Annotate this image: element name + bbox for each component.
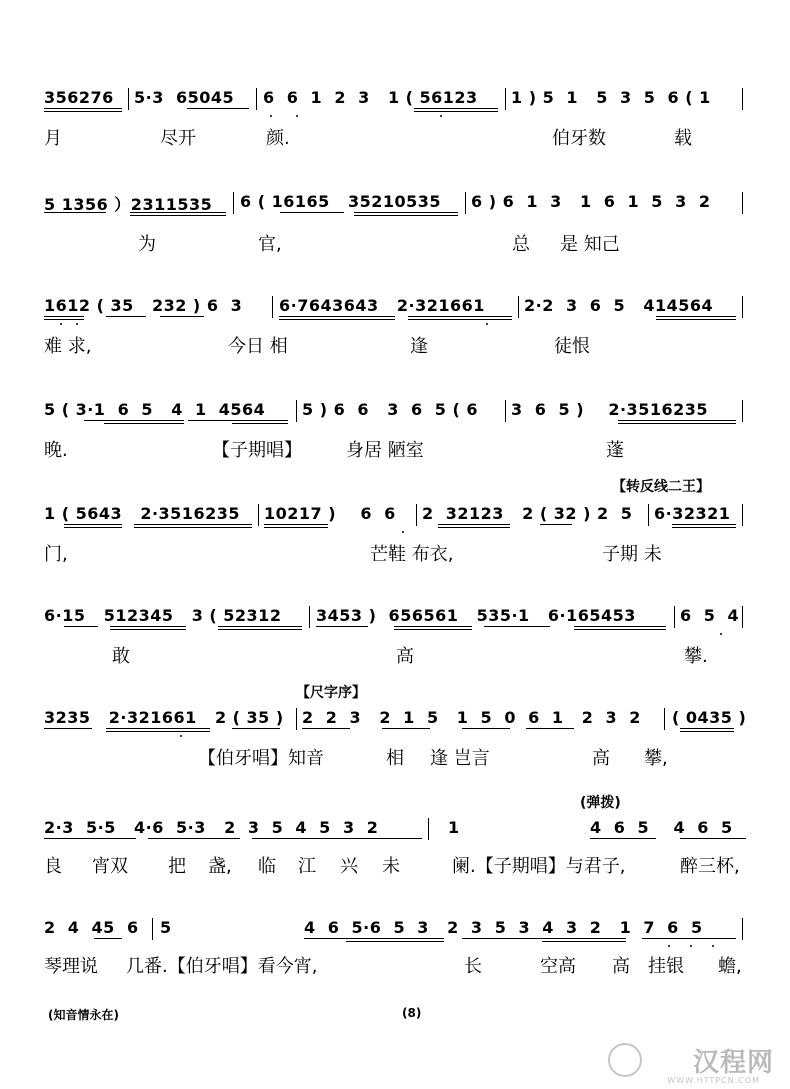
- notes-measure-2: 5 ) 6 6 3 6 5 ( 6: [302, 400, 478, 419]
- footer-title: (知音情永在): [48, 1008, 119, 1022]
- beam-line: [279, 316, 395, 317]
- barline: [505, 88, 506, 110]
- notes-measure-1: 5 1356 ）2311535: [44, 195, 213, 214]
- beam-line: [44, 212, 106, 213]
- beam-line: [484, 626, 550, 627]
- beam-line: [104, 423, 184, 424]
- beam-line: [382, 728, 430, 729]
- section-marker: (弹拨): [580, 795, 621, 811]
- barline: [233, 192, 234, 214]
- barline: [664, 708, 665, 730]
- notes-measure-1: 6·15 512345 3 ( 52312: [44, 606, 282, 625]
- notes-measure-2: 2 2 3 2 1 5 1 5 0 6 1 2 3 2: [302, 708, 641, 727]
- lyric: 空高: [540, 956, 576, 977]
- notes-measure-4: 1 ) 5 1 5 3 5 6 ( 1: [511, 88, 711, 107]
- octave-dot: [402, 531, 404, 533]
- barline: [256, 88, 257, 110]
- beam-line: [44, 108, 122, 109]
- beam-line: [304, 938, 444, 939]
- lyric: 把: [168, 856, 186, 877]
- barline: [258, 504, 259, 526]
- octave-dot: [60, 323, 62, 325]
- notes-measure-1: 3235 2·321661 2 ( 35 ): [44, 708, 284, 727]
- page-number: (8): [402, 1006, 422, 1020]
- beam-line: [44, 838, 136, 839]
- beam-line: [130, 215, 226, 216]
- lyric: 是 知己: [560, 234, 620, 255]
- lyric: 总: [512, 234, 530, 255]
- notes-measure-3: 4 6 5 4 6 5: [590, 818, 733, 837]
- beam-line: [232, 728, 280, 729]
- lyric: 临: [258, 856, 276, 877]
- beam-line: [134, 524, 252, 525]
- notes-measure-1: 356276: [44, 88, 114, 107]
- notes-measure-3: ( 0435 ): [672, 708, 747, 727]
- lyric: 盏,: [208, 856, 232, 877]
- barline: [742, 606, 743, 628]
- beam-line: [462, 938, 626, 939]
- watermark-text: 汉程网: [692, 1048, 774, 1078]
- beam-line: [160, 316, 204, 317]
- beam-line: [218, 626, 302, 627]
- section-marker: 【尺字序】: [296, 685, 366, 701]
- beam-line: [187, 108, 249, 109]
- barline: [465, 192, 466, 214]
- watermark-logo-icon: [608, 1043, 642, 1077]
- barline: [416, 504, 417, 526]
- beam-line: [408, 316, 512, 317]
- lyric: 芒鞋 布衣,: [370, 544, 454, 565]
- beam-line: [618, 423, 736, 424]
- notes-measure-4: 6·32321: [654, 504, 731, 523]
- barline: [296, 708, 297, 730]
- beam-line: [438, 527, 510, 528]
- lyric: 身居 陋室: [346, 440, 424, 461]
- lyric: 颜.: [266, 128, 290, 149]
- beam-line: [680, 731, 734, 732]
- notes-measure-1: 2 4 45 6: [44, 918, 139, 937]
- lyric: 逢 岂言: [430, 748, 490, 769]
- lyric: 挂银: [648, 956, 684, 977]
- lyric: 宵双: [92, 856, 128, 877]
- octave-dot: [180, 735, 182, 737]
- lyric: 今日 相: [228, 336, 288, 357]
- octave-dot: [270, 115, 272, 117]
- lyric: 高: [612, 956, 630, 977]
- barline: [674, 606, 675, 628]
- lyric: 载: [674, 128, 692, 149]
- beam-line: [302, 728, 350, 729]
- beam-line: [279, 319, 395, 320]
- lyric: 月: [44, 128, 62, 149]
- lyric: 【伯牙唱】知音: [198, 748, 324, 769]
- barline: [742, 504, 743, 526]
- notes-measure-2: 1: [448, 818, 460, 837]
- beam-line: [106, 728, 210, 729]
- lyric: 几番.【伯牙唱】看今宵,: [126, 956, 318, 977]
- notes-measure-3: 4 6 5·6 5 3 2 3 5 3 4 3 2 1 7 6 5: [304, 918, 703, 937]
- beam-line: [148, 838, 240, 839]
- notes-measure-1: 1612 ( 35 232 ) 6 3: [44, 296, 243, 315]
- beam-line: [316, 626, 368, 627]
- beam-line: [354, 212, 458, 213]
- lyric: 蓬: [606, 440, 624, 461]
- beam-line: [618, 420, 736, 421]
- beam-line: [590, 838, 656, 839]
- beam-line: [44, 316, 84, 317]
- beam-line: [414, 108, 498, 109]
- notes-measure-3: 6 5 4: [680, 606, 740, 625]
- beam-line: [44, 111, 122, 112]
- barline: [648, 504, 649, 526]
- beam-line: [264, 524, 328, 525]
- beam-line: [408, 319, 512, 320]
- lyric: 逢: [410, 336, 428, 357]
- beam-line: [540, 524, 572, 525]
- lyric: 蟾,: [718, 956, 742, 977]
- lyric: 门,: [44, 544, 68, 565]
- notes-measure-3: 6 ) 6 1 3 1 6 1 5 3 2: [471, 192, 711, 211]
- beam-line: [264, 527, 328, 528]
- beam-line: [394, 629, 472, 630]
- beam-line: [280, 212, 344, 213]
- barline: [272, 296, 273, 318]
- notes-measure-3: 2·2 3 6 5 414564: [524, 296, 714, 315]
- lyric: 攀,: [644, 748, 668, 769]
- beam-line: [526, 728, 574, 729]
- beam-line: [672, 527, 736, 528]
- notes-measure-3: 3 6 5 ) 2·3516235: [511, 400, 708, 419]
- lyric: 徒恨: [554, 336, 590, 357]
- barline: [152, 918, 153, 940]
- lyric: 为: [138, 234, 156, 255]
- lyric: 相: [386, 748, 404, 769]
- octave-dot: [440, 115, 442, 117]
- barline: [742, 296, 743, 318]
- notes-measure-2: 3453 ) 656561 535·1 6·165453: [316, 606, 636, 625]
- lyric: 子期 未: [602, 544, 662, 565]
- lyric: 难 求,: [44, 336, 92, 357]
- lyric: 未: [382, 856, 400, 877]
- beam-line: [110, 629, 186, 630]
- notes-measure-2: 5·3 65045: [134, 88, 235, 107]
- beam-line: [64, 524, 122, 525]
- beam-line: [462, 728, 510, 729]
- beam-line: [542, 941, 626, 942]
- lyric: 良: [44, 856, 62, 877]
- barline: [742, 918, 743, 940]
- beam-line: [656, 319, 736, 320]
- lyric: 攀.: [684, 646, 708, 667]
- lyric: 阑.【子期唱】与君子,: [452, 856, 626, 877]
- notes-measure-3: 2 32123 2 ( 32 ) 2 5: [422, 504, 633, 523]
- beam-line: [130, 212, 226, 213]
- barline: [309, 606, 310, 628]
- beam-line: [232, 423, 288, 424]
- octave-dot: [690, 945, 692, 947]
- beam-line: [680, 838, 746, 839]
- barline: [742, 400, 743, 422]
- lyric: 高: [396, 646, 414, 667]
- beam-line: [394, 626, 472, 627]
- lyric: 敢: [112, 646, 130, 667]
- barline: [128, 88, 129, 110]
- lyric: 尽开: [160, 128, 196, 149]
- barline: [518, 296, 519, 318]
- octave-dot: [712, 945, 714, 947]
- watermark-url: WWW.HTTPCN.COM: [667, 1076, 760, 1085]
- beam-line: [218, 629, 302, 630]
- beam-line: [438, 524, 510, 525]
- notes-measure-3: 6 6 1 2 3 1 ( 56123: [263, 88, 478, 107]
- lyric: 醉三杯,: [680, 856, 740, 877]
- beam-line: [680, 728, 734, 729]
- lyric: 琴理说: [44, 956, 98, 977]
- notes-measure-1: 2·3 5·5 4·6 5·3 2 3 5 4 5 3 2: [44, 818, 379, 837]
- octave-dot: [76, 323, 78, 325]
- notes-measure-2: 6 ( 16165 35210535: [240, 192, 442, 211]
- beam-line: [354, 215, 458, 216]
- octave-dot: [296, 115, 298, 117]
- lyric: 江: [298, 856, 316, 877]
- lyric: 伯牙数: [552, 128, 606, 149]
- barline: [742, 192, 743, 214]
- beam-line: [252, 838, 422, 839]
- beam-line: [672, 524, 736, 525]
- beam-line: [656, 316, 736, 317]
- beam-line: [106, 731, 210, 732]
- beam-line: [188, 420, 288, 421]
- barline: [428, 818, 429, 840]
- barline: [296, 400, 297, 422]
- octave-dot: [668, 945, 670, 947]
- lyric: 官,: [258, 234, 282, 255]
- beam-line: [64, 527, 122, 528]
- lyric: 兴: [340, 856, 358, 877]
- beam-line: [106, 316, 146, 317]
- beam-line: [94, 938, 122, 939]
- beam-line: [346, 941, 444, 942]
- beam-line: [44, 319, 84, 320]
- beam-line: [642, 938, 736, 939]
- notes-measure-1: 5 ( 3·1 6 5 4 1 4564: [44, 400, 266, 419]
- barline: [505, 400, 506, 422]
- notes-measure-1: 1 ( 5643 2·3516235: [44, 504, 240, 523]
- beam-line: [44, 728, 92, 729]
- lyric: 长: [464, 956, 482, 977]
- lyric: 晚.: [44, 440, 68, 461]
- beam-line: [64, 626, 98, 627]
- notes-measure-2: 6·7643643 2·321661: [279, 296, 485, 315]
- notes-measure-2: 5: [160, 918, 172, 937]
- barline: [742, 88, 743, 110]
- notes-measure-2: 10217 ) 6 6: [264, 504, 396, 523]
- beam-line: [134, 527, 252, 528]
- lyric: 高: [592, 748, 610, 769]
- lyric: 【子期唱】: [212, 440, 302, 461]
- octave-dot: [720, 633, 722, 635]
- beam-line: [84, 420, 184, 421]
- beam-line: [414, 111, 498, 112]
- section-marker: 【转反线二王】: [612, 479, 710, 495]
- beam-line: [574, 629, 666, 630]
- beam-line: [110, 626, 186, 627]
- octave-dot: [486, 323, 488, 325]
- beam-line: [574, 626, 666, 627]
